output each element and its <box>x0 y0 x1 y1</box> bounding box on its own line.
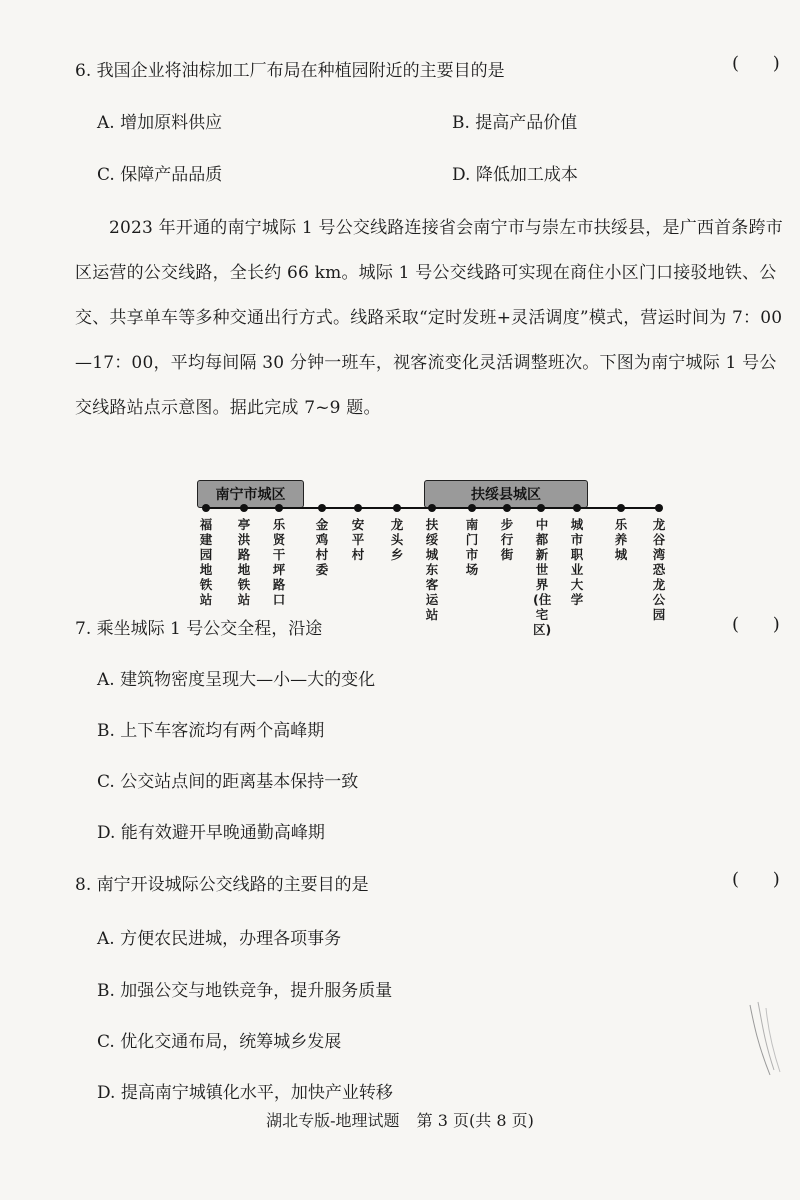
q7-option-d: D. 能有效避开早晚通勤高峰期 <box>97 823 325 843</box>
q8-answer-bracket: ( ) <box>732 869 794 890</box>
footer-page-number: 第 3 页(共 8 页) <box>416 1111 534 1130</box>
stop-label: 龙谷湾恐龙公园 <box>652 517 666 622</box>
q7-option-b: B. 上下车客流均有两个高峰期 <box>97 721 325 741</box>
stop-label: 安平村 <box>351 517 365 562</box>
stop-dot <box>393 504 401 512</box>
passage-text: 2023 年开通的南宁城际 1 号公交线路连接省会南宁市与崇左市扶绥县，是广西首条跨市区运营的公交线路，全长约 66 km。城际 1 号公交线路可实现在商住小区门口接驳地铁、公交、共享单车等多种交通出行方式。线路采取“定时发班+灵活调度”模式，营运时间为 7：00—17：00，平均每间隔 30 分钟一班车，视客流变化灵活调整班次。下图为南宁城际 1 号公交线路站点示意图。据此完成 7~9 题。 <box>75 218 783 418</box>
stop-dot <box>655 504 663 512</box>
q7-answer-bracket: ( ) <box>732 614 794 635</box>
stop-dot <box>468 504 476 512</box>
page-footer <box>0 1108 800 1131</box>
stop-dot <box>428 504 436 512</box>
stop-dot <box>240 504 248 512</box>
q6-option-c: C. 保障产品品质 <box>97 165 223 185</box>
q6-option-d: D. 降低加工成本 <box>452 165 578 185</box>
stop-label: 亭洪路地铁站 <box>237 517 251 607</box>
q8-stem: 8. 南宁开设城际公交线路的主要目的是 <box>75 875 369 895</box>
stop-label: 城市职业大学 <box>570 517 584 607</box>
q6-answer-bracket: ( ) <box>732 53 794 74</box>
stop-label: 南门市场 <box>465 517 479 577</box>
stop-label: 福建园地铁站 <box>199 517 213 607</box>
footer-title: 湖北专版-地理试题 <box>266 1111 400 1130</box>
stop-label: 乐贤干坪路口 <box>272 517 286 607</box>
stop-dot <box>537 504 545 512</box>
stop-label: 乐养城 <box>614 517 628 562</box>
stop-label: 龙头乡 <box>390 517 404 562</box>
q6-option-b: B. 提高产品价值 <box>452 113 578 133</box>
q8-option-d: D. 提高南宁城镇化水平，加快产业转移 <box>97 1083 393 1103</box>
stop-dot <box>275 504 283 512</box>
q8-option-a: A. 方便农民进城，办理各项事务 <box>97 929 342 949</box>
region-nanning-urban: 南宁市城区 <box>197 480 304 508</box>
stop-label: 金鸡村委 <box>315 517 329 577</box>
stop-label: 中都新世界(住宅区) <box>533 517 552 637</box>
q6-option-a: A. 增加原料供应 <box>97 113 223 133</box>
q7-stem: 7. 乘坐城际 1 号公交全程，沿途 <box>75 619 323 639</box>
q6-stem: 6. 我国企业将油棕加工厂布局在种植园附近的主要目的是 <box>75 61 505 81</box>
region-fusui-urban: 扶绥县城区 <box>424 480 588 508</box>
pencil-mark-decoration <box>740 1000 790 1080</box>
stop-label: 扶绥城东客运站 <box>425 517 439 622</box>
stop-dot <box>202 504 210 512</box>
stop-dot <box>573 504 581 512</box>
stop-dot <box>617 504 625 512</box>
stop-dot <box>503 504 511 512</box>
q7-option-c: C. 公交站点间的距离基本保持一致 <box>97 772 359 792</box>
q8-option-b: B. 加强公交与地铁竞争，提升服务质量 <box>97 981 393 1001</box>
q7-option-a: A. 建筑物密度呈现大—小—大的变化 <box>97 670 376 690</box>
stop-dot <box>318 504 326 512</box>
stop-dot <box>354 504 362 512</box>
stop-label: 步行街 <box>500 517 514 562</box>
q8-option-c: C. 优化交通布局，统筹城乡发展 <box>97 1032 342 1052</box>
